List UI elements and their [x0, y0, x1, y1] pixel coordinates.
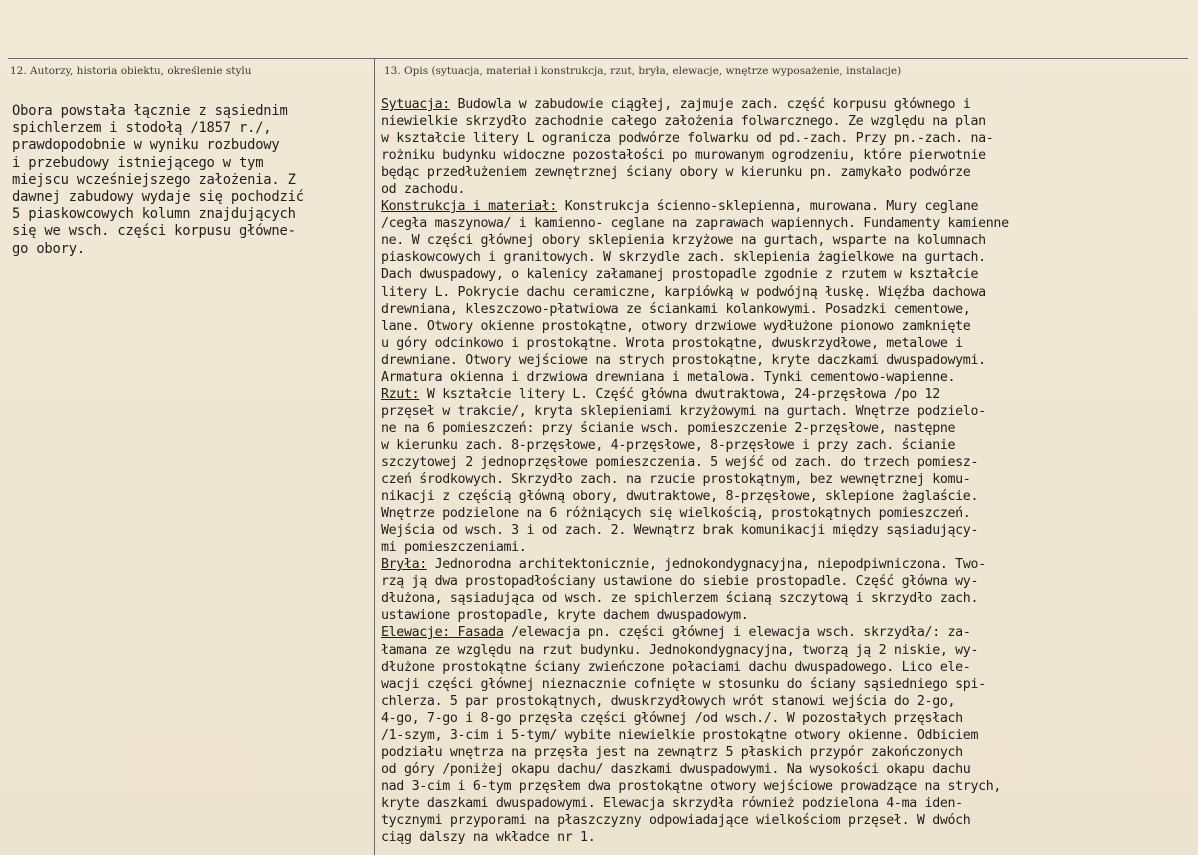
line-text: przęseł w trakcie/, kryta sklepieniami krzyżowymi na gurtach. Wnętrze podzielo- [381, 403, 986, 419]
history-line: go obory. [12, 240, 85, 257]
line-text: piaskowcowych i granitowych. W skrzydle zach. sklepienia żagielkowe na gurtach. [381, 250, 986, 266]
line-text: drewniana, kleszczowo-płatwiowa ze ściankami kolankowymi. Posadzki cementowe, [381, 301, 971, 317]
line-text: dłużone prostokątne ściany zwieńczone połaciami dachu dwuspadowego. Lico ele- [381, 659, 971, 675]
line-text: 4-go, 7-go i 8-go przęsła części głównej /od wsch./. W pozostałych przęsłach [381, 710, 963, 726]
description-line [381, 744, 1009, 761]
line-text: w kierunku zach. 8-przęsłowe, 4-przęsłowe, 8-przęsłowe i przy zach. ścianie [381, 437, 956, 453]
header-rule [8, 58, 1188, 59]
line-text: /1-szym, 3-cim i 5-tym/ wybite niewielkie prostokątne otwory okienne. Odbiciem [381, 727, 979, 743]
line-text: łamana ze względu na rzut budynku. Jednokondygnacyjna, tworzą ją 2 niskie, wy- [381, 642, 979, 658]
line-text: w kształcie litery L ogranicza podwórze folwarku od pd.-zach. Przy pn.-zach. na- [381, 131, 994, 147]
description-line [381, 335, 1009, 352]
line-text: rzą ją dwa prostopadłościany ustawione do siebie prostopadle. Część główna wy- [381, 574, 979, 590]
line-text: Dach dwuspadowy, o kalenicy załamanej prostopadle zgodnie z rzutem w kształcie [381, 267, 979, 283]
description-line [381, 573, 1009, 590]
line-text: drewniane. Otwory wejściowe na strych prostokątne, kryte daczkami dwuspadowymi. [381, 352, 986, 368]
description-line [381, 96, 1009, 113]
history-line: 5 piaskowcowych kolumn znajdujących [12, 206, 296, 223]
section-heading: Sytuacja: [381, 97, 450, 112]
description-line [381, 386, 1009, 403]
description-line [381, 249, 1009, 266]
description-line [381, 829, 1009, 846]
description-line [381, 607, 1009, 624]
line-text: dłużona, sąsiadująca od wsch. ze spichlerzem ścianą szczytową i skrzydło zach. [381, 591, 979, 607]
section-12-header: 12. Autorzy, historia obiektu, określenie stylu [10, 65, 252, 77]
description-line [381, 539, 1009, 556]
description-line [381, 130, 1009, 147]
description-line [381, 420, 1009, 437]
line-text: /elewacja pn. części głównej i elewacja wsch. skrzydła/: za- [503, 625, 971, 641]
line-text: W kształcie litery L. Część główna dwutraktowa, 24-przęsłowa /po 12 [419, 386, 940, 402]
description-line [381, 181, 1009, 198]
line-text: nikacji z częścią główną obory, dwutraktowe, 8-przęsłowe, sklepione żaglaście. [381, 489, 979, 505]
line-text: /cegła maszynowa/ i kamienno- ceglane na zaprawach wapiennych. Fundamenty kamienne [381, 216, 1009, 232]
line-text: podziału wnętrza na przęsła jest na zewnątrz 5 płaskich przypór zakończonych [381, 744, 963, 760]
description-line [381, 590, 1009, 607]
line-text: u góry odcinkowo i prostokątne. Wrota prostokątne, dwuskrzydłowe, metalowe i [381, 335, 963, 351]
description-line [381, 164, 1009, 181]
description-line [381, 437, 1009, 454]
description-line [381, 454, 1009, 471]
line-text: ustawione prostopadle, kryte dachem dwuspadowym. [381, 608, 749, 624]
description-line [381, 812, 1009, 829]
description-line [381, 369, 1009, 386]
line-text: Wnętrze podzielone na 6 różniących się wielkością, prostokątnych pomieszczeń. [381, 506, 971, 522]
line-text: chlerza. 5 par prostokątnych, dwuskrzydłowych wrót stanowi wejścia do 2-go, [381, 693, 956, 709]
history-line: i przebudowy istniejącego w tym [12, 154, 264, 171]
section-heading: Bryła: [381, 557, 427, 573]
section-heading: Konstrukcja i materiał: [381, 199, 558, 215]
line-text: kryte daszkami dwuspadowymi. Elewacja skrzydła również podzielona 4-ma iden- [381, 795, 963, 811]
history-line: spichlerzem i stodołą /1857 r./, [12, 120, 272, 137]
line-text: czeń środkowych. Skrzydło zach. na rzucie prostokątnym, bez wewnętrznej komu- [381, 472, 971, 488]
description-line [381, 761, 1009, 778]
description-line [381, 659, 1009, 676]
line-text: Konstrukcja ścienno-sklepienna, murowana. Mury ceglane [557, 199, 979, 215]
description-line [381, 624, 1009, 641]
history-line: miejscu wcześniejszego założenia. Z [12, 171, 296, 188]
line-text: rożniku budynku widoczne pozostałości po murowanym ogrodzeniu, które pierwotnie [381, 148, 986, 164]
line-text: ciąg dalszy na wkładce nr 1. [381, 830, 596, 846]
line-text: ne. W części głównej obory sklepienia krzyżowe na gurtach, wsparte na kolumnach [381, 233, 986, 249]
line-text: lane. Otwory okienne prostokątne, otwory drzwiowe wydłużone pionowo zamknięte [381, 318, 971, 334]
history-text [12, 103, 304, 258]
description-line [381, 488, 1009, 505]
history-line: dawnej zabudowy wydaje się pochodzić [12, 188, 304, 205]
description-line [381, 710, 1009, 727]
description-text [381, 96, 1009, 846]
section-heading: Rzut: [381, 386, 420, 402]
description-line [381, 284, 1009, 301]
description-line [381, 693, 1009, 710]
history-line: się we wsch. części korpusu główne- [12, 223, 296, 240]
line-text: mi pomieszczeniami. [381, 540, 527, 556]
line-text: Wejścia od wsch. 3 i od zach. 2. Wewnątrz brak komunikacji między sąsiadujący- [381, 523, 979, 539]
line-text: ne na 6 pomieszczeń: przy ścianie wsch. pomieszczenie 2-przęsłowe, następne [381, 420, 956, 436]
line-text: niewielkie skrzydło zachodnie całego założenia folwarcznego. Ze względu na plan [381, 114, 986, 130]
description-line [381, 522, 1009, 539]
description-line [381, 318, 1009, 335]
description-line [381, 352, 1009, 369]
description-line [381, 505, 1009, 522]
description-line [381, 778, 1009, 795]
history-line: Obora powstała łącznie z sąsiednim [12, 103, 288, 119]
description-line [381, 676, 1009, 693]
section-13-header: 13. Opis (sytuacja, materiał i konstrukcja, rzut, bryła, elewacje, wnętrze wyposażenie, instalacje) [384, 65, 902, 77]
line-text: będąc przedłużeniem zewnętrznej ściany obory w kierunku pn. zamykało podwórze [381, 165, 971, 181]
description-line [381, 403, 1009, 420]
line-text: Jednorodna architektonicznie, jednokondygnacyjna, niepodpiwniczona. Two- [426, 557, 986, 573]
line-text: litery L. Pokrycie dachu ceramiczne, karpiówką w podwójną łuskę. Więźba dachowa [381, 284, 986, 300]
description-line [381, 266, 1009, 283]
description-line [381, 795, 1009, 812]
description-line [381, 147, 1009, 164]
description-line [381, 471, 1009, 488]
line-text: od zachodu. [381, 182, 466, 198]
description-line [381, 215, 1009, 232]
line-text: nad 3-cim i 6-tym przęsłem dwa prostokątne otwory wejściowe prowadzące na strych, [381, 778, 1002, 794]
description-line [381, 113, 1009, 130]
line-text: od góry /poniżej okapu dachu/ daszkami dwuspadowymi. Na wysokości okapu dachu [381, 761, 971, 777]
section-heading: Elewacje: Fasada [381, 625, 504, 641]
description-line [381, 727, 1009, 744]
description-line [381, 198, 1009, 215]
column-divider [374, 58, 375, 855]
line-text: wacji części głównej nieznacznie cofnięte w stosunku do ściany sąsiedniego spi- [381, 676, 986, 692]
line-text: Budowla w zabudowie ciągłej, zajmuje zach. część korpusu głównego i [449, 97, 971, 112]
description-line [381, 556, 1009, 573]
history-line: prawdopodobnie w wyniku rozbudowy [12, 137, 280, 154]
line-text: tycznymi przyporami na płaszczyzny odpowiadające wielkościom przęseł. W dwóch [381, 812, 971, 828]
description-line [381, 232, 1009, 249]
line-text: szczytowej 2 jednoprzęsłowe pomieszczenia. 5 wejść od zach. do trzech pomiesz- [381, 454, 979, 470]
description-line [381, 642, 1009, 659]
description-line [381, 301, 1009, 318]
line-text: Armatura okienna i drzwiowa drewniana i metalowa. Tynki cementowo-wapienne. [381, 369, 956, 385]
